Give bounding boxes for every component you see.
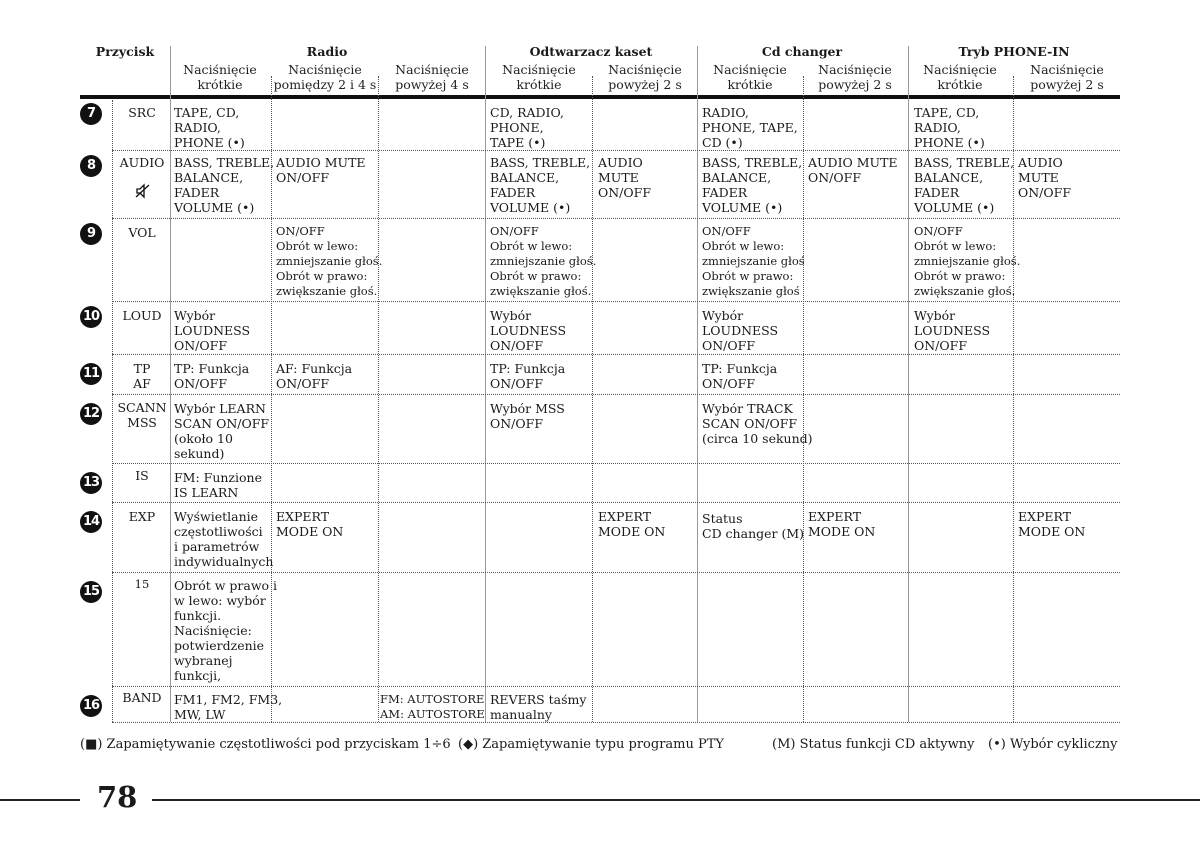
table-cell: Wybór LOUDNESS ON/OFF — [702, 308, 779, 353]
row-divider — [112, 572, 1120, 573]
table-cell: EXPERT MODE ON — [1018, 509, 1086, 539]
row-divider — [112, 463, 1120, 464]
table-cell: Obrót w prawo i w lewo: wybór funkcji. Naciśnięcie: potwierdzenie wybranej funkcji, — [174, 578, 278, 683]
table-cell: ON/OFF Obrót w lewo: zmniejszanie głoś. Obrót w prawo: zwiększanie głoś. — [276, 224, 383, 298]
button-name: SCANN MSS — [117, 400, 167, 430]
table-cell: AF: Funkcja ON/OFF — [276, 361, 353, 391]
table-cell: EXPERT MODE ON — [808, 509, 876, 539]
table-cell: AUDIO MUTE ON/OFF — [1018, 155, 1071, 200]
przycisk-header: Przycisk — [95, 44, 155, 59]
sub-header: Naciśnięcie krótkie — [713, 62, 787, 92]
button-name: BAND — [122, 690, 162, 705]
row-number-badge: 14 — [80, 511, 102, 533]
table-cell: EXPERT MODE ON — [598, 509, 666, 539]
button-name: EXP — [128, 509, 156, 524]
button-name: 15 — [134, 577, 150, 591]
table-cell: TP: Funkcja ON/OFF — [702, 361, 778, 391]
page-number: 78 — [97, 780, 138, 814]
sub-header: Naciśnięcie powyżej 4 s — [395, 62, 469, 92]
table-cell: AUDIO MUTE ON/OFF — [598, 155, 651, 200]
column-divider — [697, 46, 698, 722]
table-cell: Status CD changer (M) — [702, 511, 805, 541]
table-cell: Wybór LOUDNESS ON/OFF — [174, 308, 251, 353]
table-cell: Wyświetlanie częstotliwości i parametrów indywidualnych — [174, 509, 274, 569]
row-divider — [112, 301, 1120, 302]
table-cell: TP: Funkcja ON/OFF — [490, 361, 566, 391]
sub-header: Naciśnięcie powyżej 2 s — [608, 62, 682, 92]
table-cell: ON/OFF Obrót w lewo: zmniejszanie głoś. Obrót w prawo: zwiększanie głoś. — [914, 224, 1021, 298]
table-cell: AUDIO MUTE ON/OFF — [808, 155, 898, 185]
row-number-badge: 7 — [80, 103, 102, 125]
button-name: IS — [135, 468, 149, 483]
legend-presets: (■) Zapamiętywanie częstotliwości pod przyciskam 1÷6 — [80, 737, 451, 752]
table-cell: EXPERT MODE ON — [276, 509, 344, 539]
table-cell: Wybór LEARN SCAN ON/OFF (około 10 sekund) — [174, 401, 270, 461]
column-divider — [592, 76, 593, 722]
button-name: VOL — [128, 225, 156, 240]
table-cell: BASS, TREBLE, BALANCE, FADER VOLUME (•) — [914, 155, 1015, 215]
row-number-badge: 10 — [80, 306, 102, 328]
row-divider — [112, 502, 1120, 503]
sub-header: Naciśnięcie krótkie — [502, 62, 576, 92]
button-name: LOUD — [122, 308, 162, 323]
button-name: TP AF — [133, 361, 151, 391]
legend-cd-status: (M) Status funkcji CD aktywny — [772, 737, 975, 752]
table-cell: CD, RADIO, PHONE, TAPE (•) — [490, 105, 564, 150]
table-cell: Wybór LOUDNESS ON/OFF — [914, 308, 991, 353]
row-divider — [112, 150, 1120, 151]
group-phonein-header: Tryb PHONE-IN — [958, 44, 1070, 59]
column-divider — [908, 46, 909, 722]
table-cell: ON/OFF Obrót w lewo: zmniejszanie głoś. Obrót w prawo: zwiększanie głoś. — [490, 224, 597, 298]
row-number-badge: 13 — [80, 472, 102, 494]
header-rule — [80, 95, 1120, 99]
sub-header: Naciśnięcie pomiędzy 2 i 4 s — [273, 62, 377, 92]
row-divider — [112, 394, 1120, 395]
group-radio-header: Radio — [306, 44, 348, 59]
table-cell: FM1, FM2, FM3, MW, LW — [174, 692, 283, 722]
row-divider — [112, 354, 1120, 355]
sub-header: Naciśnięcie krótkie — [183, 62, 257, 92]
table-cell: BASS, TREBLE, BALANCE, FADER VOLUME (•) — [490, 155, 591, 215]
page-rule-right — [152, 799, 1200, 801]
row-number-badge: 11 — [80, 363, 102, 385]
legend-pty: (◆) Zapamiętywanie typu programu PTY — [458, 737, 724, 752]
table-cell: Wybór MSS ON/OFF — [490, 401, 565, 431]
table-cell: TP: Funkcja ON/OFF — [174, 361, 250, 391]
column-divider — [485, 46, 486, 722]
group-cdchanger-header: Cd changer — [761, 44, 843, 59]
row-number-badge: 15 — [80, 581, 102, 603]
row-divider — [112, 218, 1120, 219]
table-cell: BASS, TREBLE, BALANCE, FADER VOLUME (•) — [702, 155, 803, 215]
sub-header: Naciśnięcie powyżej 2 s — [818, 62, 892, 92]
row-number-badge: 9 — [80, 223, 102, 245]
table-cell: Wybór TRACK SCAN ON/OFF (circa 10 sekund) — [702, 401, 813, 446]
column-divider — [803, 76, 804, 722]
row-divider — [112, 686, 1120, 687]
table-cell: Wybór LOUDNESS ON/OFF — [490, 308, 567, 353]
sub-header: Naciśnięcie krótkie — [923, 62, 997, 92]
table-cell: AUDIO MUTE ON/OFF — [276, 155, 366, 185]
button-name: AUDIO — [119, 155, 165, 170]
table-cell: FM: AUTOSTORE AM: AUTOSTORE — [380, 692, 485, 721]
table-cell: REVERS taśmy manualny — [490, 692, 587, 722]
speaker-mute-icon — [134, 183, 152, 199]
legend-cyclic: (•) Wybór cykliczny — [988, 737, 1118, 752]
row-number-badge: 12 — [80, 403, 102, 425]
table-cell: ON/OFF Obrót w lewo: zmniejszanie głoś Obrót w prawo: zwiększanie głoś — [702, 224, 805, 298]
row-number-badge: 16 — [80, 695, 102, 717]
row-divider — [112, 722, 1120, 723]
table-cell: TAPE, CD, RADIO, PHONE (•) — [914, 105, 985, 150]
table-cell: RADIO, PHONE, TAPE, CD (•) — [702, 105, 798, 150]
row-number-badge: 8 — [80, 155, 102, 177]
table-cell: FM: Funzione IS LEARN — [174, 470, 262, 500]
table-cell: TAPE, CD, RADIO, PHONE (•) — [174, 105, 245, 150]
sub-header: Naciśnięcie powyżej 2 s — [1030, 62, 1104, 92]
group-cassette-header: Odtwarzacz kaset — [529, 44, 653, 59]
button-name: SRC — [128, 105, 156, 120]
column-divider — [378, 76, 379, 722]
page-rule-left — [0, 799, 80, 801]
table-cell: BASS, TREBLE, BALANCE, FADER VOLUME (•) — [174, 155, 275, 215]
